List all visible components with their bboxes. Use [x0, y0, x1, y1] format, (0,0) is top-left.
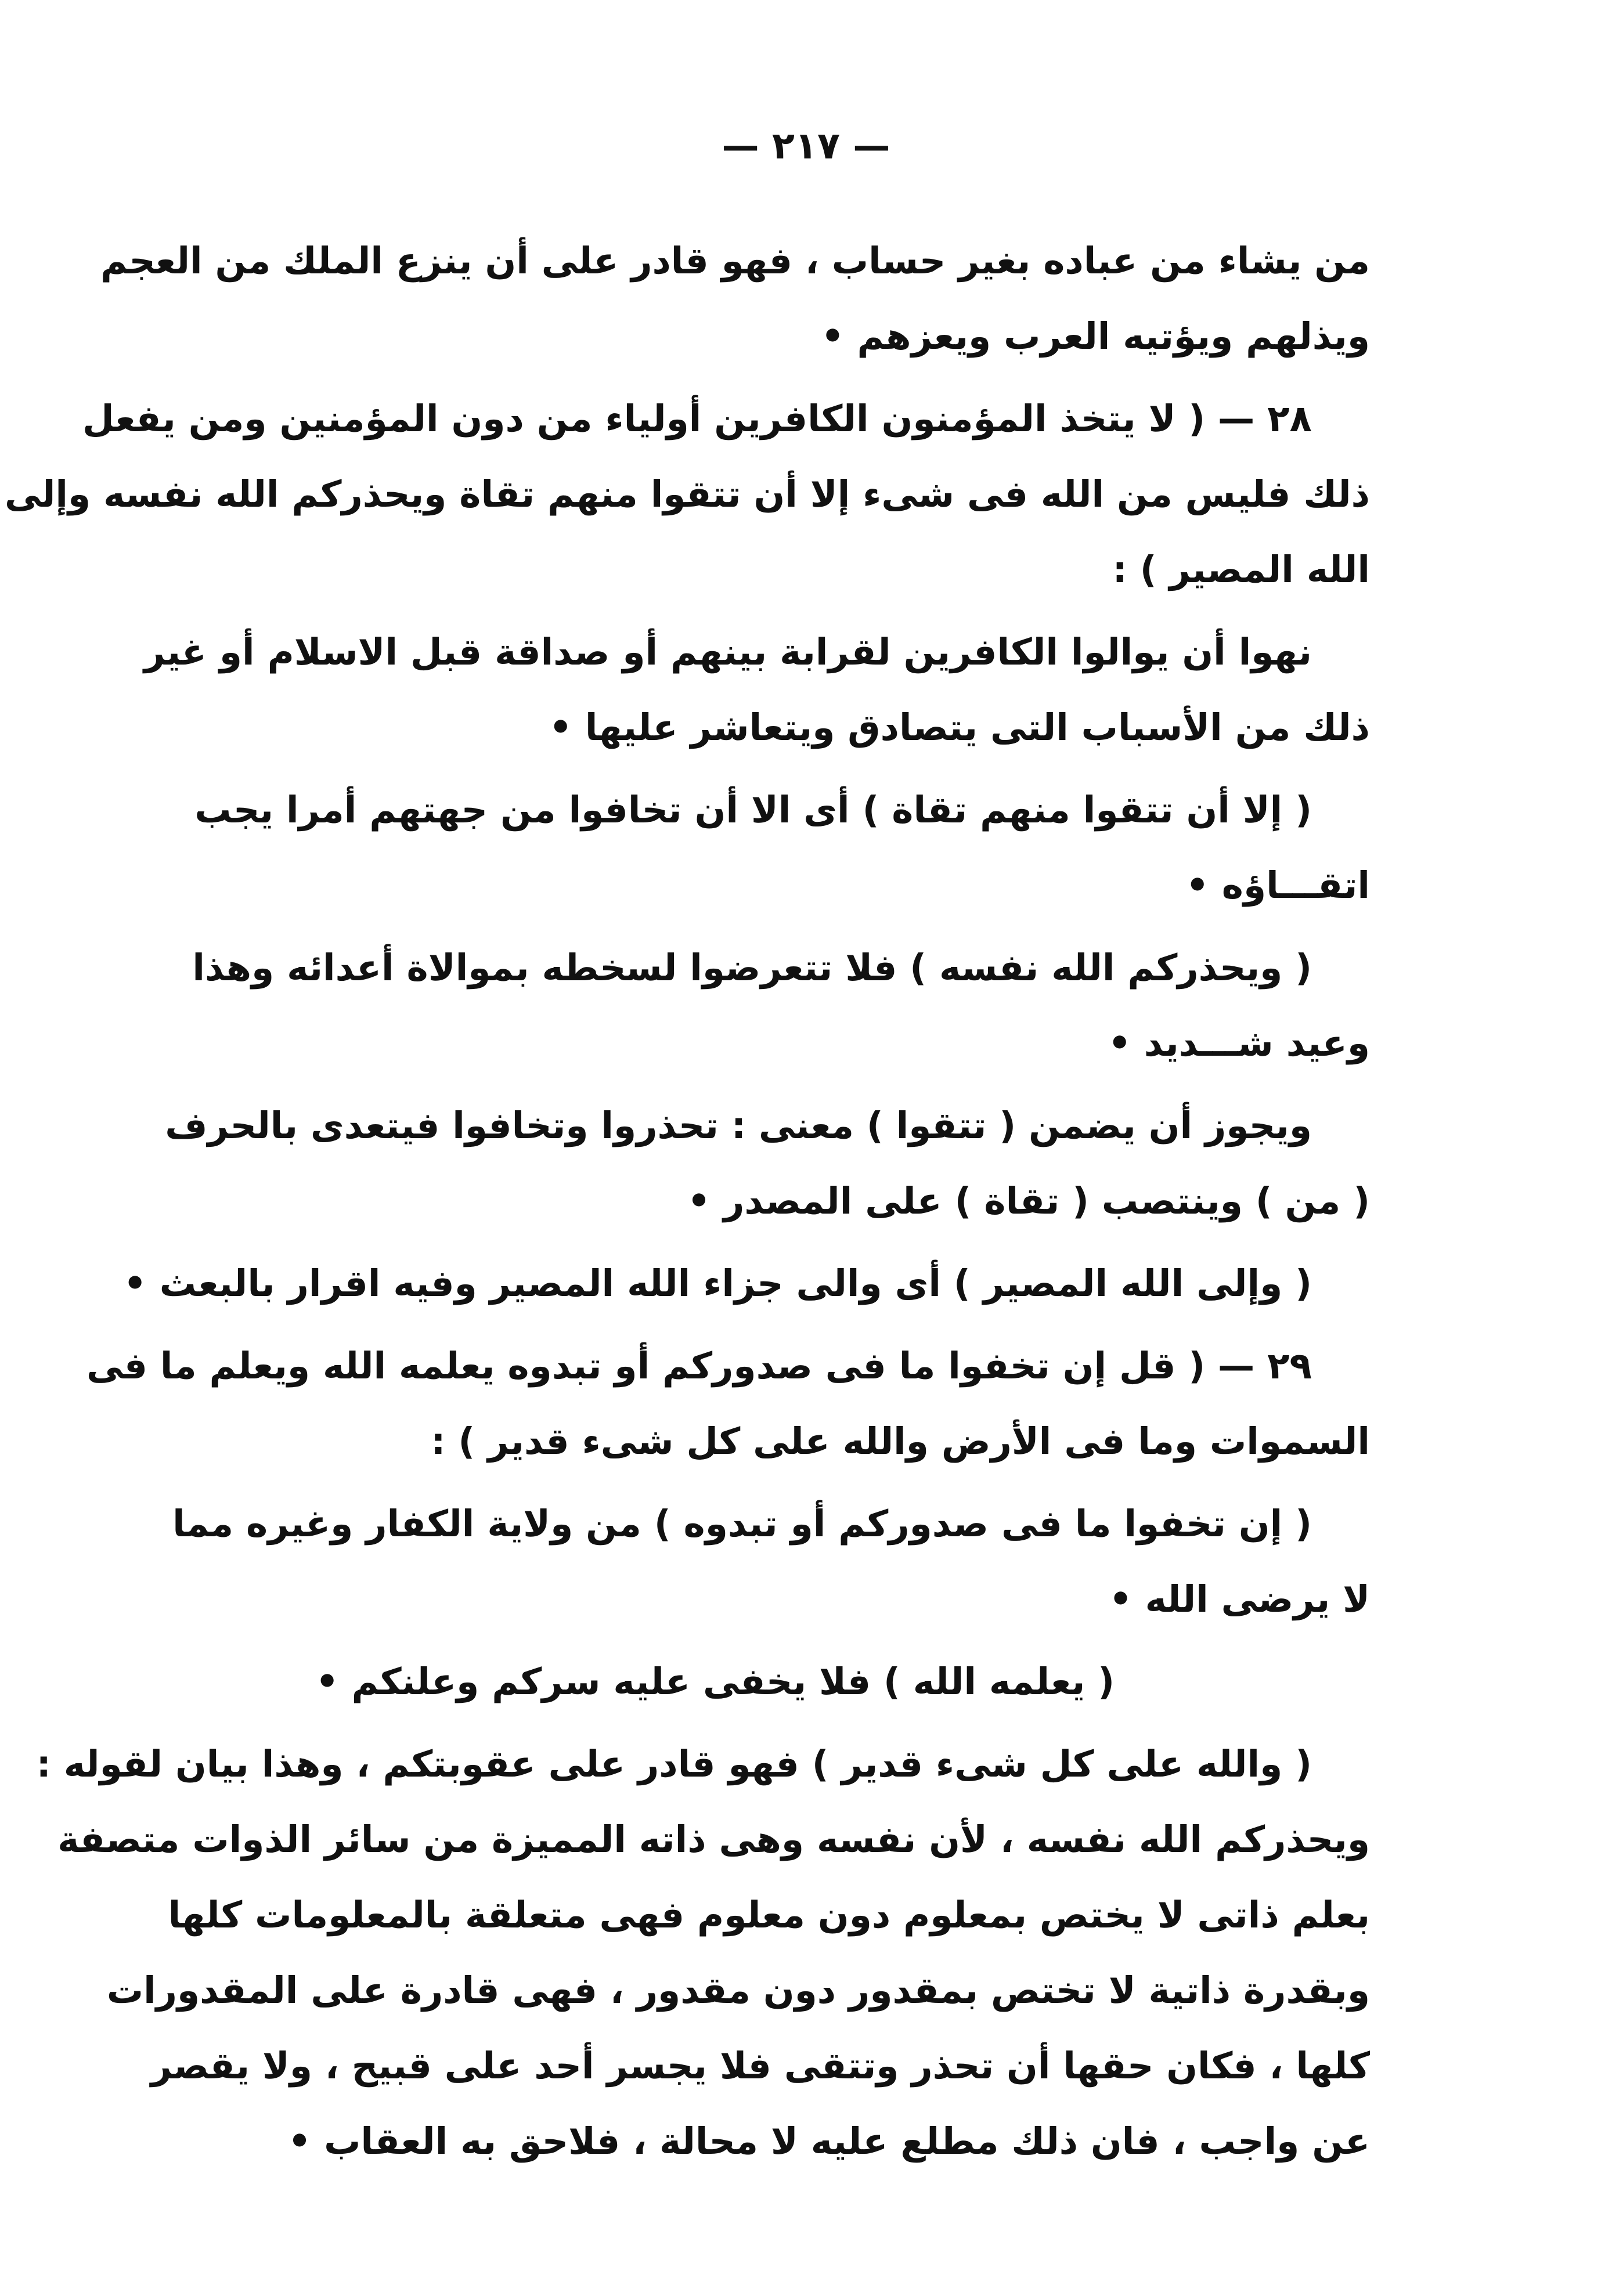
text-line: ذلك من الأسباب التى يتصادق ويتعاشر عليها • — [549, 706, 1370, 749]
text-line: نهوا أن يوالوا الكافرين لقرابة بينهم أو صداقة قبل الاسلام أو غير — [144, 631, 1312, 673]
text-line: ( إن تخفوا ما فى صدوركم أو تبدوه ) من ولاية الكفار وغيره مما — [172, 1503, 1312, 1545]
text-line: عن واجب ، فان ذلك مطلع عليه لا محالة ، فلاحق به العقاب • — [287, 2120, 1370, 2163]
verse-line: ذلك فليس من الله فى شىء إلا أن تتقوا منهم تقاة ويحذركم الله نفسه وإلى — [4, 473, 1370, 515]
text-line: وعيد شـــديد • — [1108, 1022, 1370, 1064]
text-line: ( ويحذركم الله نفسه ) فلا تتعرضوا لسخطه بموالاة أعدائه وهذا — [192, 947, 1312, 989]
text-line: ( والله على كل شىء قدير ) فهو قادر على عقوبتكم ، وهذا بيان لقوله : — [36, 1743, 1312, 1785]
text-line: ( يعلمه الله ) فلا يخفى عليه سركم وعلنكم • — [315, 1660, 1115, 1703]
text-line: ( من ) وينتصب ( تقاة ) على المصدر • — [687, 1180, 1370, 1222]
verse-line: الله المصير ) : — [1112, 548, 1370, 591]
verse-line: ٢٨ — ( لا يتخذ المؤمنون الكافرين أولياء من دون المؤمنين ومن يفعل — [82, 398, 1312, 440]
text-line: اتقـــاؤه • — [1185, 864, 1370, 907]
page-number: — ٢١٧ — — [722, 125, 890, 168]
verse-line: السموات وما فى الأرض والله على كل شىء قدير ) : — [431, 1420, 1370, 1463]
text-line: كلها ، فكان حقها أن تحذر وتتقى فلا يجسر أحد على قبيح ، ولا يقصر — [150, 2045, 1370, 2087]
text-line: ويحذركم الله نفسه ، لأن نفسه وهى ذاته المميزة من سائر الذوات متصفة — [57, 1818, 1370, 1861]
page-body-text — [4, 223, 1370, 2179]
text-line: وبقدرة ذاتية لا تختص بمقدور دون مقدور ، فهى قادرة على المقدورات — [106, 1969, 1370, 2012]
text-line: بعلم ذاتى لا يختص بمعلوم دون معلوم فهى متعلقة بالمعلومات كلها — [168, 1894, 1370, 1936]
text-line: من يشاء من عباده بغير حساب ، فهو قادر على أن ينزع الملك من العجم — [100, 240, 1370, 282]
text-line: ( وإلى الله المصير ) أى والى جزاء الله المصير وفيه اقرار بالبعث • — [123, 1262, 1312, 1305]
text-line: ويذلهم ويؤتيه العرب ويعزهم • — [821, 315, 1370, 358]
text-line: ويجوز أن يضمن ( تتقوا ) معنى : تحذروا وتخافوا فيتعدى بالحرف — [165, 1104, 1312, 1147]
text-line: ( إلا أن تتقوا منهم تقاة ) أى الا أن تخافوا من جهتهم أمرا يجب — [194, 789, 1312, 831]
text-line: لا يرضى الله • — [1109, 1578, 1370, 1620]
verse-line: ٢٩ — ( قل إن تخفوا ما فى صدوركم أو تبدوه يعلمه الله ويعلم ما فى — [86, 1345, 1312, 1387]
